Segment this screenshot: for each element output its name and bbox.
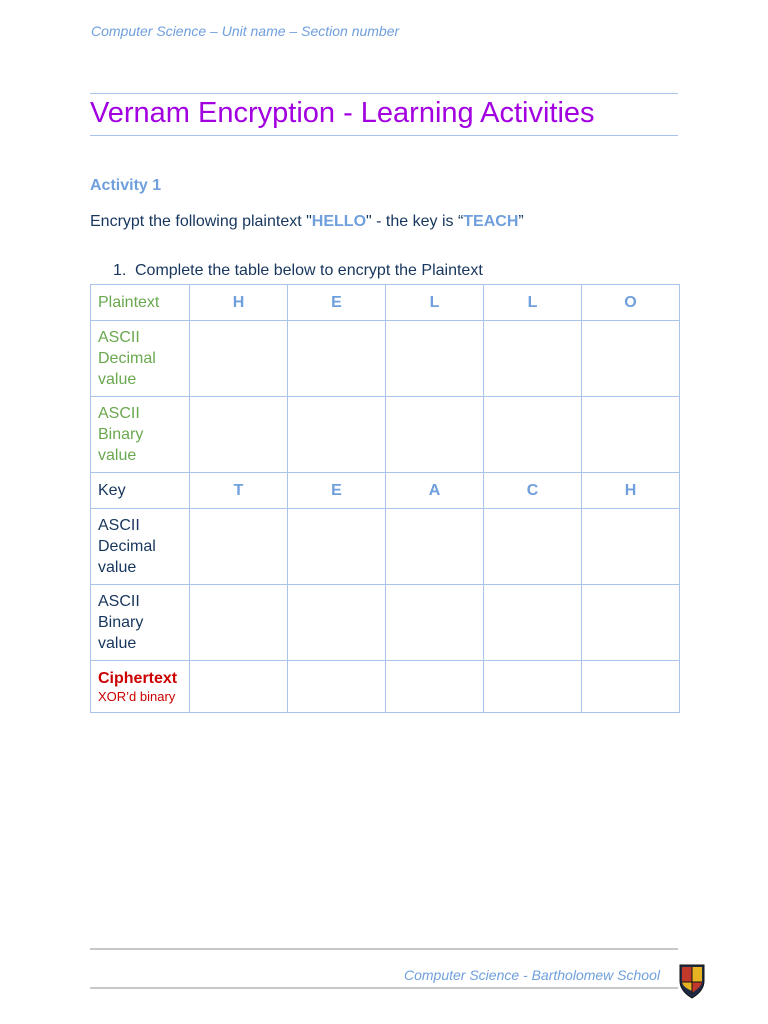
answer-cell[interactable] [484,509,582,585]
answer-cell[interactable] [190,585,288,661]
plaintext-word: HELLO [311,213,367,230]
plaintext-row [91,285,680,321]
label-line: ASCII [98,405,140,422]
activity-heading: Activity 1 [90,177,162,194]
answer-cell[interactable] [582,585,680,661]
page-title: Vernam Encryption - Learning Activities [90,97,595,129]
plain-decimal-row [91,321,680,397]
answer-cell[interactable] [386,321,484,397]
label-line: ASCII [98,517,140,534]
plaintext-letter: H [190,285,288,321]
key-letter: T [190,473,288,509]
ciphertext-label [91,661,190,713]
school-crest-icon [678,963,706,999]
ciphertext-sublabel: XOR’d binary [98,689,176,704]
ciphertext-row [91,661,680,713]
question-number: 1. [113,262,127,279]
answer-cell[interactable] [582,397,680,473]
instruction-suffix: ” [518,213,524,230]
key-label: Key [91,473,190,509]
label-line: value [98,371,137,388]
key-letter: H [582,473,680,509]
running-header: Computer Science – Unit name – Section number [91,23,400,39]
answer-cell[interactable] [484,661,582,713]
footer-text: Computer Science - Bartholomew School [403,967,660,983]
answer-cell[interactable] [288,321,386,397]
instruction-prefix: Encrypt the following plaintext " [90,213,312,230]
label-line: Binary [98,614,144,631]
answer-cell[interactable] [386,397,484,473]
key-word: TEACH [463,213,519,230]
answer-cell[interactable] [288,397,386,473]
label-line: value [98,635,137,652]
label-line: value [98,559,137,576]
answer-cell[interactable] [386,661,484,713]
answer-cell[interactable] [190,321,288,397]
answer-cell[interactable] [582,661,680,713]
key-binary-label [91,585,190,661]
answer-cell[interactable] [190,661,288,713]
label-line: Decimal [98,350,156,367]
answer-cell[interactable] [386,509,484,585]
key-binary-row [91,585,680,661]
label-line: Binary [98,426,144,443]
instruction-text [90,213,524,231]
label-line: value [98,447,137,464]
label-line: ASCII [98,593,140,610]
label-line: Decimal [98,538,156,555]
plaintext-label: Plaintext [91,285,190,321]
answer-cell[interactable] [582,321,680,397]
answer-cell[interactable] [190,397,288,473]
key-letter: C [484,473,582,509]
plaintext-letter: L [386,285,484,321]
key-decimal-label [91,509,190,585]
answer-cell[interactable] [288,585,386,661]
instruction-middle: " - the key is “ [366,213,464,230]
plain-binary-row [91,397,680,473]
footer-rule-bottom [90,987,678,989]
plain-binary-label [91,397,190,473]
question-text: Complete the table below to encrypt the Plaintext [135,262,483,279]
answer-cell[interactable] [288,509,386,585]
answer-cell[interactable] [484,397,582,473]
key-decimal-row [91,509,680,585]
title-rule-bottom [90,135,678,136]
encryption-table [90,284,680,713]
answer-cell[interactable] [484,321,582,397]
answer-cell[interactable] [484,585,582,661]
ciphertext-title: Ciphertext [98,670,178,687]
footer-rule-top [90,948,678,950]
plaintext-letter: E [288,285,386,321]
answer-cell[interactable] [386,585,484,661]
answer-cell[interactable] [582,509,680,585]
plaintext-letter: O [582,285,680,321]
key-letter: E [288,473,386,509]
key-letter: A [386,473,484,509]
plain-decimal-label [91,321,190,397]
key-row [91,473,680,509]
answer-cell[interactable] [288,661,386,713]
title-rule-top [90,93,678,94]
label-line: ASCII [98,329,140,346]
plaintext-letter: L [484,285,582,321]
question-item [113,262,483,280]
answer-cell[interactable] [190,509,288,585]
